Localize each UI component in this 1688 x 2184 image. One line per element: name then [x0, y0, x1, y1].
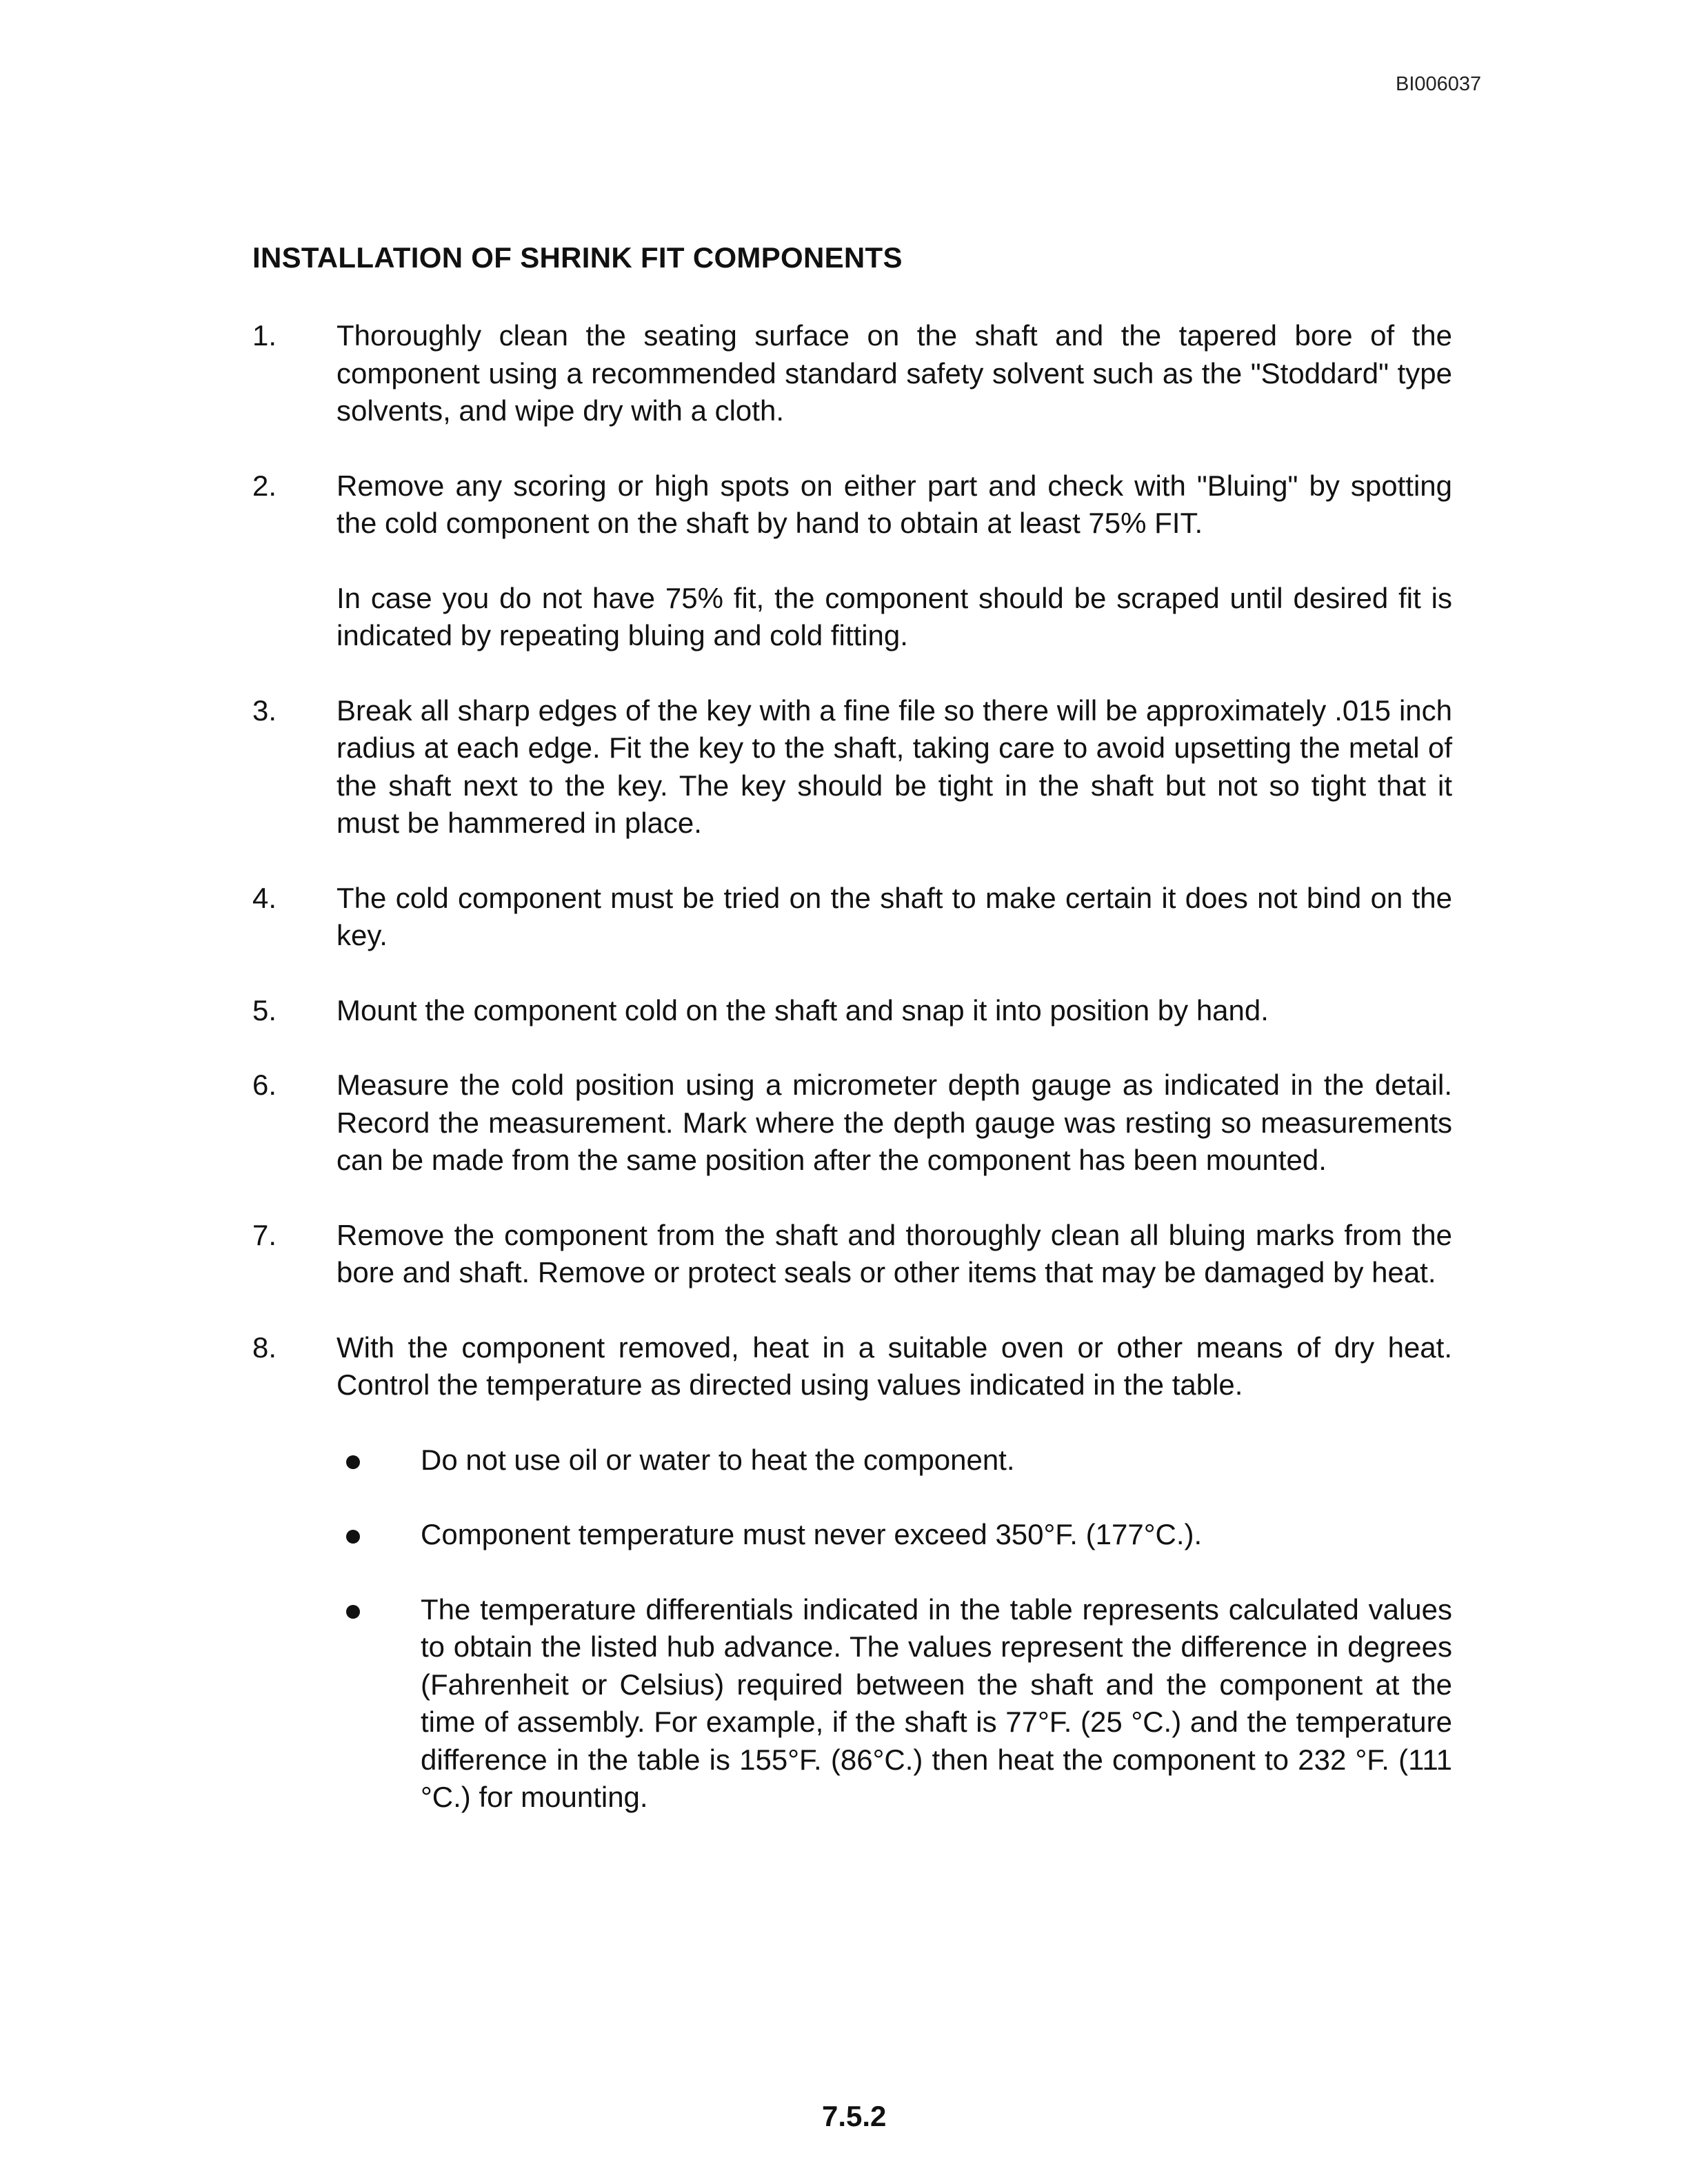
- steps-list: [252, 317, 1452, 1854]
- step-text: The cold component must be tried on the shaft to make certain it does not bind on the key.: [336, 881, 1452, 951]
- bullet-text: Do not use oil or water to heat the component.: [421, 1443, 1015, 1476]
- step-text: Break all sharp edges of the key with a fine file so there will be approximately .015 inch radius at each edge. Fit the key to the shaft, taking care to avoid upsetting the metal of the shaft next to the key. The key should be tight in the shaft but not so tight that it must be hammered in place.: [336, 694, 1452, 839]
- step-3: [252, 692, 1452, 842]
- step-number: 6.: [252, 1069, 277, 1101]
- step-number: 5.: [252, 993, 277, 1027]
- page-title: INSTALLATION OF SHRINK FIT COMPONENTS: [252, 241, 903, 274]
- bullet-item: [336, 1516, 1452, 1554]
- step-1: [252, 317, 1452, 430]
- step-text: Measure the cold position using a micrometer depth gauge as indicated in the detail. Record the measurement. Mark where the depth gauge was resting so measurements can be made from the same position after the component has been mounted.: [336, 1069, 1452, 1176]
- step-number: 8.: [252, 1331, 277, 1364]
- bullet-list: [336, 1442, 1452, 1817]
- step-4: [252, 880, 1452, 955]
- bullet-icon: [346, 1455, 360, 1469]
- step-number: 7.: [252, 1218, 277, 1251]
- bullet-icon: [346, 1605, 360, 1619]
- bullet-text: The temperature differentials indicated in the table represents calculated values to obtain the listed hub advance. The values represent the difference in degrees (Fahrenheit or Celsius) required between the shaft and the component at the time of assembly. For example, if the shaft is 77°F. (25 °C.) and the temperature difference in the table is 155°F. (86°C.) then heat the component to 232 °F. (111 °C.) for mounting.: [421, 1593, 1452, 1813]
- step-text: Remove the component from the shaft and thoroughly clean all bluing marks from the bore and shaft. Remove or protect seals or other items that may be damaged by heat.: [336, 1218, 1452, 1288]
- step-text: Mount the component cold on the shaft and snap it into position by hand.: [336, 993, 1269, 1027]
- step-2: [252, 467, 1452, 655]
- document-id: BI006037: [1396, 73, 1482, 95]
- step-text: In case you do not have 75% fit, the component should be scraped until desired fit is indicated by repeating bluing and cold fitting.: [336, 581, 1452, 651]
- bullet-text: Component temperature must never exceed 350°F. (177°C.).: [421, 1518, 1203, 1550]
- step-number: 4.: [252, 881, 277, 914]
- bullet-icon: [346, 1530, 360, 1544]
- step-number: 2.: [252, 469, 277, 502]
- step-6: [252, 1066, 1452, 1180]
- step-8: [252, 1329, 1452, 1817]
- step-text: Thoroughly clean the seating surface on the shaft and the tapered bore of the component using a recommended standard safety solvent such as the "Stoddard" type solvents, and wipe dry with a cloth.: [336, 319, 1452, 427]
- bullet-item: [336, 1442, 1452, 1479]
- bullet-item: [336, 1591, 1452, 1817]
- step-text: With the component removed, heat in a suitable oven or other means of dry heat. Control the temperature as directed using values indicated in the table.: [336, 1331, 1452, 1401]
- step-number: 3.: [252, 694, 277, 727]
- step-text: Remove any scoring or high spots on either part and check with "Bluing" by spotting the cold component on the shaft by hand to obtain at least 75% FIT.: [336, 469, 1452, 539]
- step-7: [252, 1217, 1452, 1292]
- step-number: 1.: [252, 319, 277, 352]
- page-number: 7.5.2: [822, 2100, 887, 2132]
- step-5: [252, 992, 1452, 1030]
